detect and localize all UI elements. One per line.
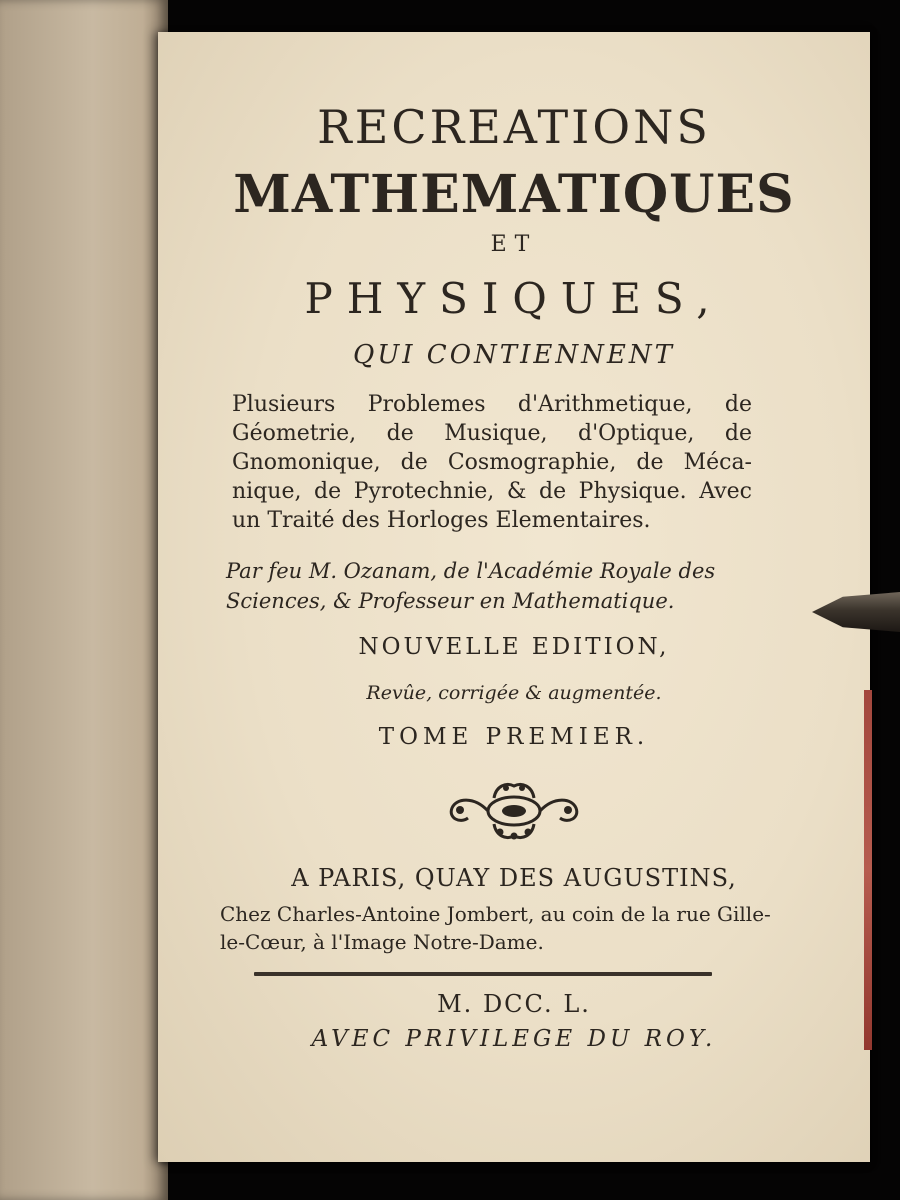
red-page-edge [864,690,872,1050]
title-line-et: ET [490,232,538,257]
revision-line: Revûe, corrigée & augmentée. [366,682,662,704]
subtitle-qui-contiennent: QUI CONTIENNENT [353,340,675,370]
publication-year: M. DCC. L. [437,990,591,1018]
title-line-mathematiques: MATHEMATIQUES [233,164,795,225]
title-page [158,32,870,1162]
title-line-recreations: RECREATIONS [317,100,711,154]
author-line: Par feu M. Ozanam, de l'Académie Royale des Sciences, & Professeur en Mathematique. [226,559,716,613]
imprint-place: A PARIS, QUAY DES AUGUSTINS, [291,864,737,892]
title-line-physiques: PHYSIQUES, [304,274,724,323]
edition-line: NOUVELLE EDITION, [358,634,670,660]
left-page-leaf [0,0,168,1200]
volume-line: TOME PREMIER. [378,724,650,750]
horizontal-rule [254,972,712,976]
imprint-publisher: Chez Charles-Antoine Jombert, au coin de la rue Gille-le-Cœur, à l'Image Notre-Dame. [220,902,771,954]
printers-ornament-icon [434,776,594,846]
contents-description: Plusieurs Problemes d'Arithmetique, de Géometrie, de Musique, d'Optique, de Gnomonique, de Cosmographie, de Méca-nique, de Pyrotechnie, & de Physique. Avec un Traité des Horloges Elementaires. [232,392,752,533]
royal-privilege-line: AVEC PRIVILEGE DU ROY. [311,1026,717,1052]
